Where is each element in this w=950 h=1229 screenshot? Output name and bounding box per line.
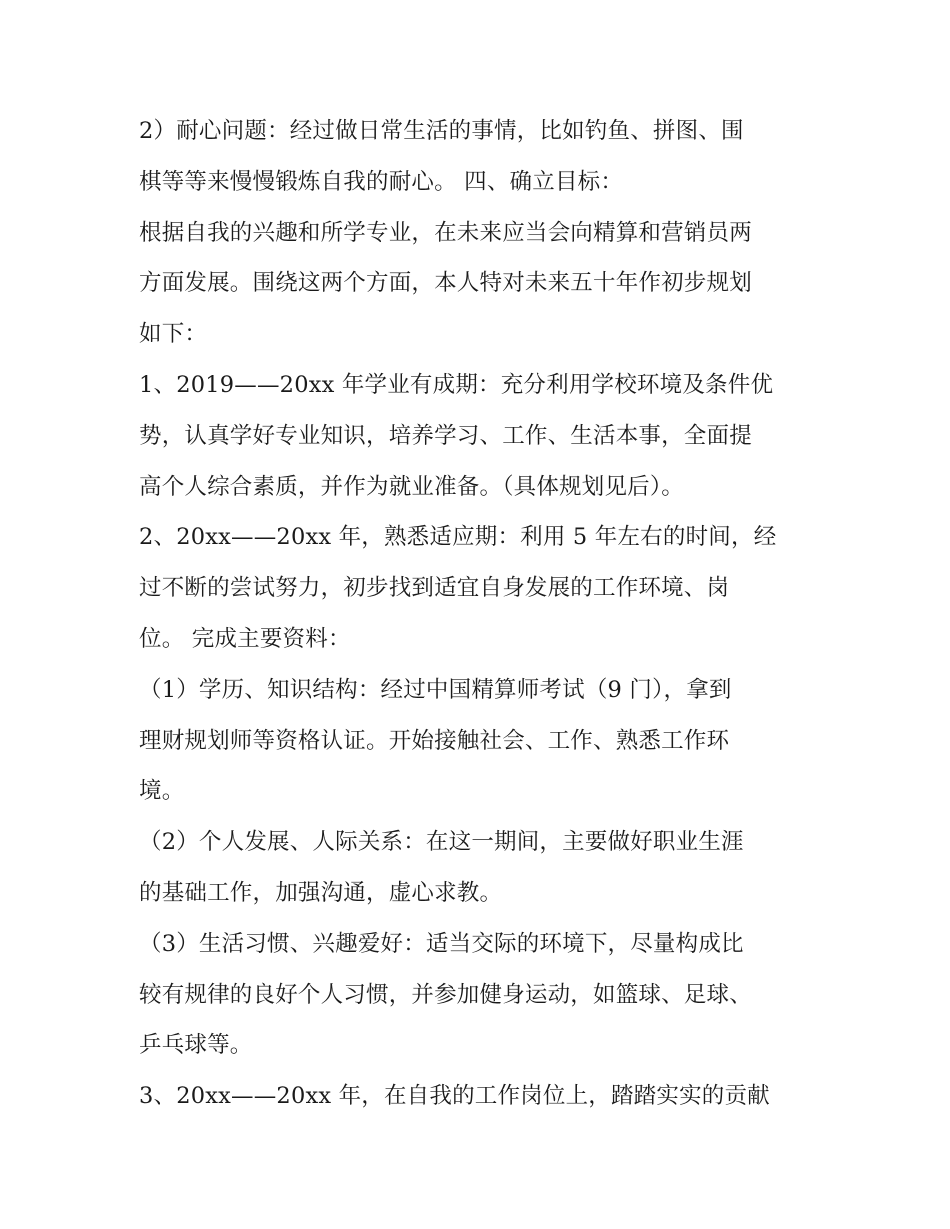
text-line: 棋等等来慢慢锻炼自我的耐心。 四、确立目标： <box>139 168 624 195</box>
text-line: 3、20xx——20xx 年，在自我的工作岗位上，踏踏实实的贡献 <box>139 1083 770 1110</box>
text-line: （1）学历、知识结构：经过中国精算师考试（9 门），拿到 <box>139 676 732 703</box>
text-line: 2、20xx——20xx 年，熟悉适应期：利用 5 年左右的时间，经 <box>139 524 777 551</box>
text-line: 过不断的尝试努力，初步找到适宜自身发展的工作环境、岗 <box>139 575 730 602</box>
text-line: 乒乓球等。 <box>139 1032 253 1059</box>
text-line: 境。 <box>139 778 185 805</box>
text-line: 理财规划师等资格认证。开始接触社会、工作、熟悉工作环 <box>139 727 730 754</box>
text-line: 根据自我的兴趣和所学专业，在未来应当会向精算和营销员两 <box>139 219 752 246</box>
text-line: 方面发展。围绕这两个方面，本人特对未来五十年作初步规划 <box>139 270 752 297</box>
text-line: （3）生活习惯、兴趣爱好：适当交际的环境下，尽量构成比 <box>139 930 744 957</box>
text-line: 位。 完成主要资料： <box>139 625 351 652</box>
text-line: （2）个人发展、人际关系：在这一期间，主要做好职业生涯 <box>139 829 744 856</box>
document-body <box>139 106 819 1122</box>
text-line: 2）耐心问题：经过做日常生活的事情，比如钓鱼、拼图、围 <box>139 118 744 144</box>
text-line: 高个人综合素质，并作为就业准备。（具体规划见后）。 <box>139 473 685 500</box>
text-line: 1、2019——20xx 年学业有成期：充分利用学校环境及条件优 <box>139 371 774 398</box>
text-line: 的基础工作，加强沟通，虚心求教。 <box>139 879 503 906</box>
text-line: 如下： <box>139 321 208 348</box>
text-line: 较有规律的良好个人习惯，并参加健身运动，如篮球、足球、 <box>139 981 752 1008</box>
text-line: 势，认真学好专业知识，培养学习、工作、生活本事，全面提 <box>139 422 752 449</box>
